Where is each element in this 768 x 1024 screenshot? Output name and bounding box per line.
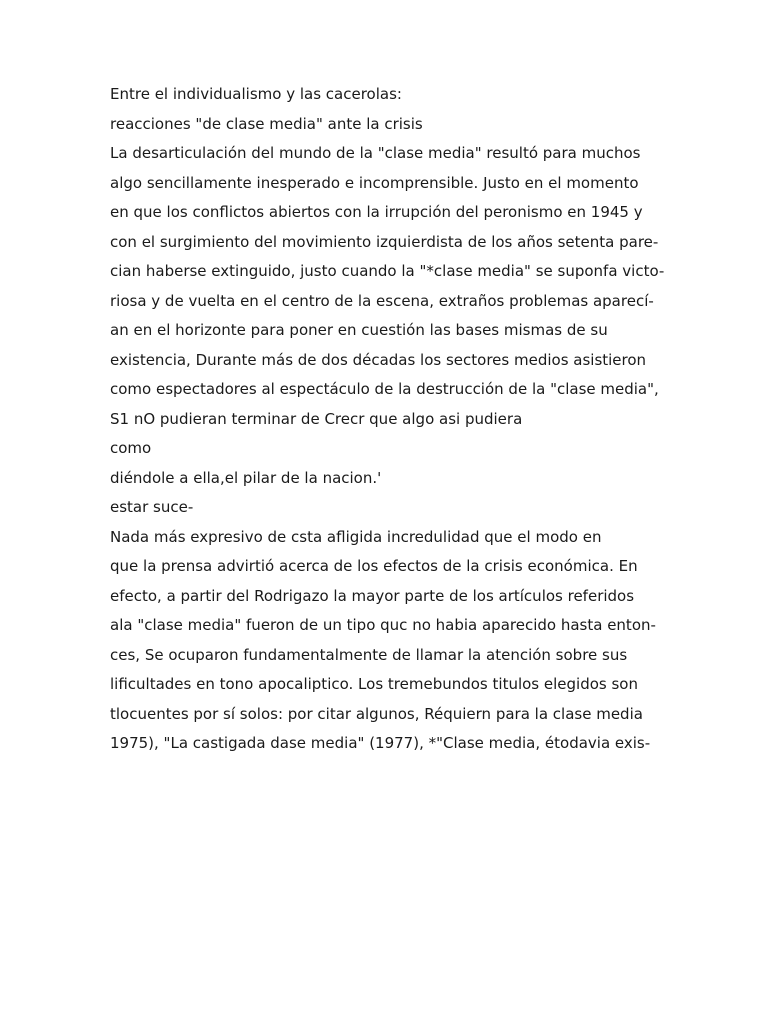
- text-line: reacciones "de clase media" ante la crisis: [110, 114, 423, 133]
- text-line: estar suce-: [110, 498, 194, 516]
- text-line: con el surgimiento del movimiento izquierdista de los años setenta pare-: [110, 232, 659, 251]
- text-line: ala "clase media" fueron de un tipo quc no habia aparecido hasta enton-: [110, 616, 656, 634]
- text-line: Nada más expresivo de csta afligida incredulidad que el modo en: [110, 527, 602, 546]
- text-line: en que los conflictos abiertos con la irrupción del peronismo en 1945 y: [110, 203, 643, 221]
- text-line: algo sencillamente inesperado e incomprensible. Justo en el momento: [110, 173, 639, 192]
- text-line: an en el horizonte para poner en cuestión las bases mismas de su: [110, 321, 608, 339]
- text-line: diéndole a ella,el pilar de la nacion.': [110, 468, 382, 487]
- text-line: riosa y de vuelta en el centro de la escena, extraños problemas aparecí-: [110, 291, 654, 310]
- text-line: como espectadores al espectáculo de la destrucción de la "clase media",: [110, 380, 659, 398]
- text-line: como: [110, 439, 152, 457]
- text-line: 1975), "La castigada dase media" (1977), *"Clase media, étodavia exis-: [110, 734, 651, 752]
- text-line: existencia, Durante más de dos décadas los sectores medios asistieron: [110, 350, 647, 369]
- text-line: S1 nO pudieran terminar de Crecr que algo asi pudiera: [110, 409, 523, 428]
- text-line: cian haberse extinguido, justo cuando la "*clase media" se suponfa victo-: [110, 262, 665, 280]
- text-line: La desarticulación del mundo de la "clase media" resultó para muchos: [110, 144, 641, 162]
- text-line: que la prensa advirtió acerca de los efectos de la crisis económica. En: [110, 557, 638, 575]
- text-line: tlocuentes por sí solos: por citar algunos, Réquiern para la clase media: [110, 704, 643, 723]
- text-line: Entre el individualismo y las cacerolas:: [110, 85, 402, 103]
- text-line: ces, Se ocuparon fundamentalmente de llamar la atención sobre sus: [110, 645, 628, 664]
- text-line: lificultades en tono apocaliptico. Los tremebundos titulos elegidos son: [110, 675, 638, 693]
- text-line: efecto, a partir del Rodrigazo la mayor parte de los artículos referidos: [110, 586, 635, 605]
- document-body: [110, 84, 666, 763]
